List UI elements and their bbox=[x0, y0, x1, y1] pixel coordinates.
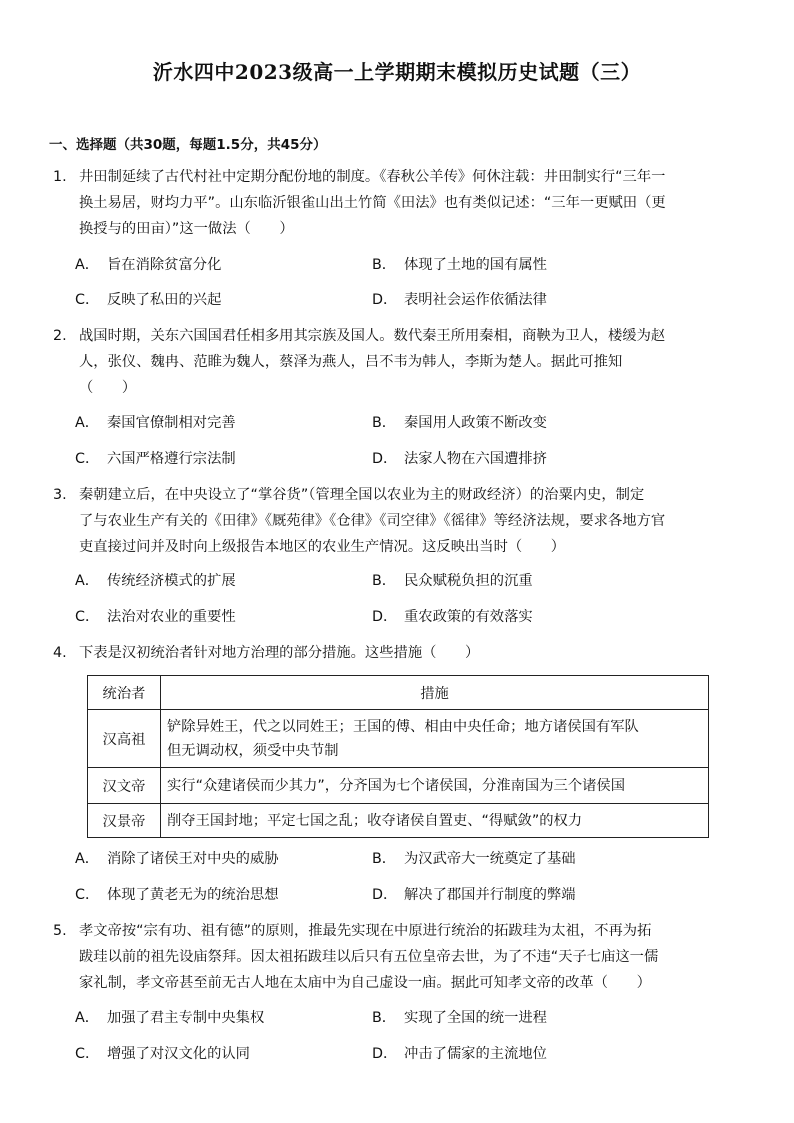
question-5 bbox=[53, 918, 753, 996]
stem-line: 秦朝建立后，在中央设立了“掌谷货”（管理全国以农业为主的财政经济）的治粟内史，制定 bbox=[79, 487, 645, 503]
question-1 bbox=[53, 164, 753, 242]
option-b[interactable]: B． 体现了土地的国有属性 bbox=[372, 257, 547, 273]
stem-line: 换土易居，财均力平”。山东临沂银雀山出土竹简《田法》也有类似记述：“三年一更赋田（更 bbox=[79, 195, 666, 211]
measure-line: 但无调动权，须受中央节制 bbox=[167, 742, 339, 759]
stem-line: 孝文帝按“宗有功、祖有德”的原则，推最先实现在中原进行统治的拓跋珪为太祖，不再为拓 bbox=[79, 923, 652, 939]
option-b[interactable]: B． 实现了全国的统一进程 bbox=[372, 1010, 547, 1026]
option-a[interactable]: A． 旨在消除贫富分化 bbox=[75, 257, 222, 273]
table-cell-measure: 削夺王国封地；平定七国之乱；收夺诸侯自置吏、“得赋敛”的权力 bbox=[161, 804, 709, 838]
table-cell-measure bbox=[161, 710, 709, 768]
table-header: 统治者 bbox=[88, 676, 161, 710]
stem-line: 井田制延续了古代村社中定期分配份地的制度。《春秋公羊传》何休注载：井田制实行“三年一 bbox=[79, 169, 666, 185]
option-d[interactable]: D． 表明社会运作依循法律 bbox=[372, 292, 547, 308]
option-b[interactable]: B． 为汉武帝大一统奠定了基础 bbox=[372, 851, 576, 867]
question-number: 3. bbox=[53, 487, 67, 503]
table-row bbox=[88, 768, 709, 804]
question-3 bbox=[53, 482, 753, 560]
option-c[interactable]: C． 六国严格遵行宗法制 bbox=[75, 451, 236, 467]
stem-line: 家礼制，孝文帝甚至前无古人地在太庙中为自己虚设一庙。据此可知孝文帝的改革（ ） bbox=[79, 975, 651, 991]
table-cell-measure: 实行“众建诸侯而少其力”，分齐国为七个诸侯国，分淮南国为三个诸侯国 bbox=[161, 768, 709, 804]
option-d[interactable]: D． 解决了郡国并行制度的弊端 bbox=[372, 887, 576, 903]
option-d[interactable]: D． 法家人物在六国遭排挤 bbox=[372, 451, 547, 467]
option-d[interactable]: D． 冲击了儒家的主流地位 bbox=[372, 1046, 547, 1062]
option-c[interactable]: C． 反映了私田的兴起 bbox=[75, 292, 222, 308]
question-stem bbox=[79, 482, 753, 560]
option-b[interactable]: B． 秦国用人政策不断改变 bbox=[372, 415, 547, 431]
question-stem bbox=[79, 323, 753, 401]
option-a[interactable]: A． 加强了君主专制中央集权 bbox=[75, 1010, 265, 1026]
table-cell-ruler: 汉高祖 bbox=[88, 710, 161, 768]
table-header-row bbox=[88, 676, 709, 710]
question-stem bbox=[79, 164, 753, 242]
option-d[interactable]: D． 重农政策的有效落实 bbox=[372, 609, 533, 625]
measure-line: 铲除异姓王，代之以同姓王；王国的傅、相由中央任命；地方诸侯国有军队 bbox=[167, 718, 639, 735]
stem-line: 跋珪以前的祖先设庙祭拜。因太祖拓跋珪以后只有五位皇帝去世，为了不违“天子七庙这一儒 bbox=[79, 949, 659, 965]
table-row bbox=[88, 804, 709, 838]
page-title: 沂水四中2023级高一上学期期末模拟历史试题（三） bbox=[152, 60, 642, 84]
option-b[interactable]: B． 民众赋税负担的沉重 bbox=[372, 573, 533, 589]
option-c[interactable]: C． 体现了黄老无为的统治思想 bbox=[75, 887, 279, 903]
stem-line: 吏直接过问并及时向上级报告本地区的农业生产情况。这反映出当时（ ） bbox=[79, 539, 566, 555]
question-number: 1. bbox=[53, 169, 67, 185]
section-heading: 一、选择题（共30题，每题1.5分，共45分） bbox=[49, 137, 327, 153]
option-a[interactable]: A． 传统经济模式的扩展 bbox=[75, 573, 236, 589]
option-c[interactable]: C． 增强了对汉文化的认同 bbox=[75, 1046, 250, 1062]
question-number: 5. bbox=[53, 923, 67, 939]
table-row bbox=[88, 710, 709, 768]
table-header: 措施 bbox=[161, 676, 709, 710]
question-stem bbox=[79, 640, 753, 666]
stem-line: 下表是汉初统治者针对地方治理的部分措施。这些措施（ ） bbox=[79, 645, 480, 661]
question-number: 2. bbox=[53, 328, 67, 344]
option-a[interactable]: A． 消除了诸侯王对中央的威胁 bbox=[75, 851, 279, 867]
question-4 bbox=[53, 640, 753, 666]
question-stem bbox=[79, 918, 753, 996]
option-c[interactable]: C． 法治对农业的重要性 bbox=[75, 609, 236, 625]
stem-line: 了与农业生产有关的《田律》《厩苑律》《仓律》《司空律》《徭律》等经济法规，要求各地方官 bbox=[79, 513, 666, 529]
stem-line: 战国时期，关东六国国君任相多用其宗族及国人。数代秦王所用秦相，商鞅为卫人，楼缓为赵 bbox=[79, 328, 666, 344]
measures-table bbox=[87, 675, 709, 838]
question-number: 4. bbox=[53, 645, 67, 661]
stem-line: 换授与的田亩）”这一做法（ ） bbox=[79, 221, 294, 237]
stem-line: （ ） bbox=[79, 380, 137, 396]
option-a[interactable]: A． 秦国官僚制相对完善 bbox=[75, 415, 236, 431]
table-cell-ruler: 汉文帝 bbox=[88, 768, 161, 804]
table-cell-ruler: 汉景帝 bbox=[88, 804, 161, 838]
stem-line: 人，张仪、魏冉、范睢为魏人，蔡泽为燕人，吕不韦为韩人，李斯为楚人。据此可推知 bbox=[79, 354, 623, 370]
question-2 bbox=[53, 323, 753, 401]
